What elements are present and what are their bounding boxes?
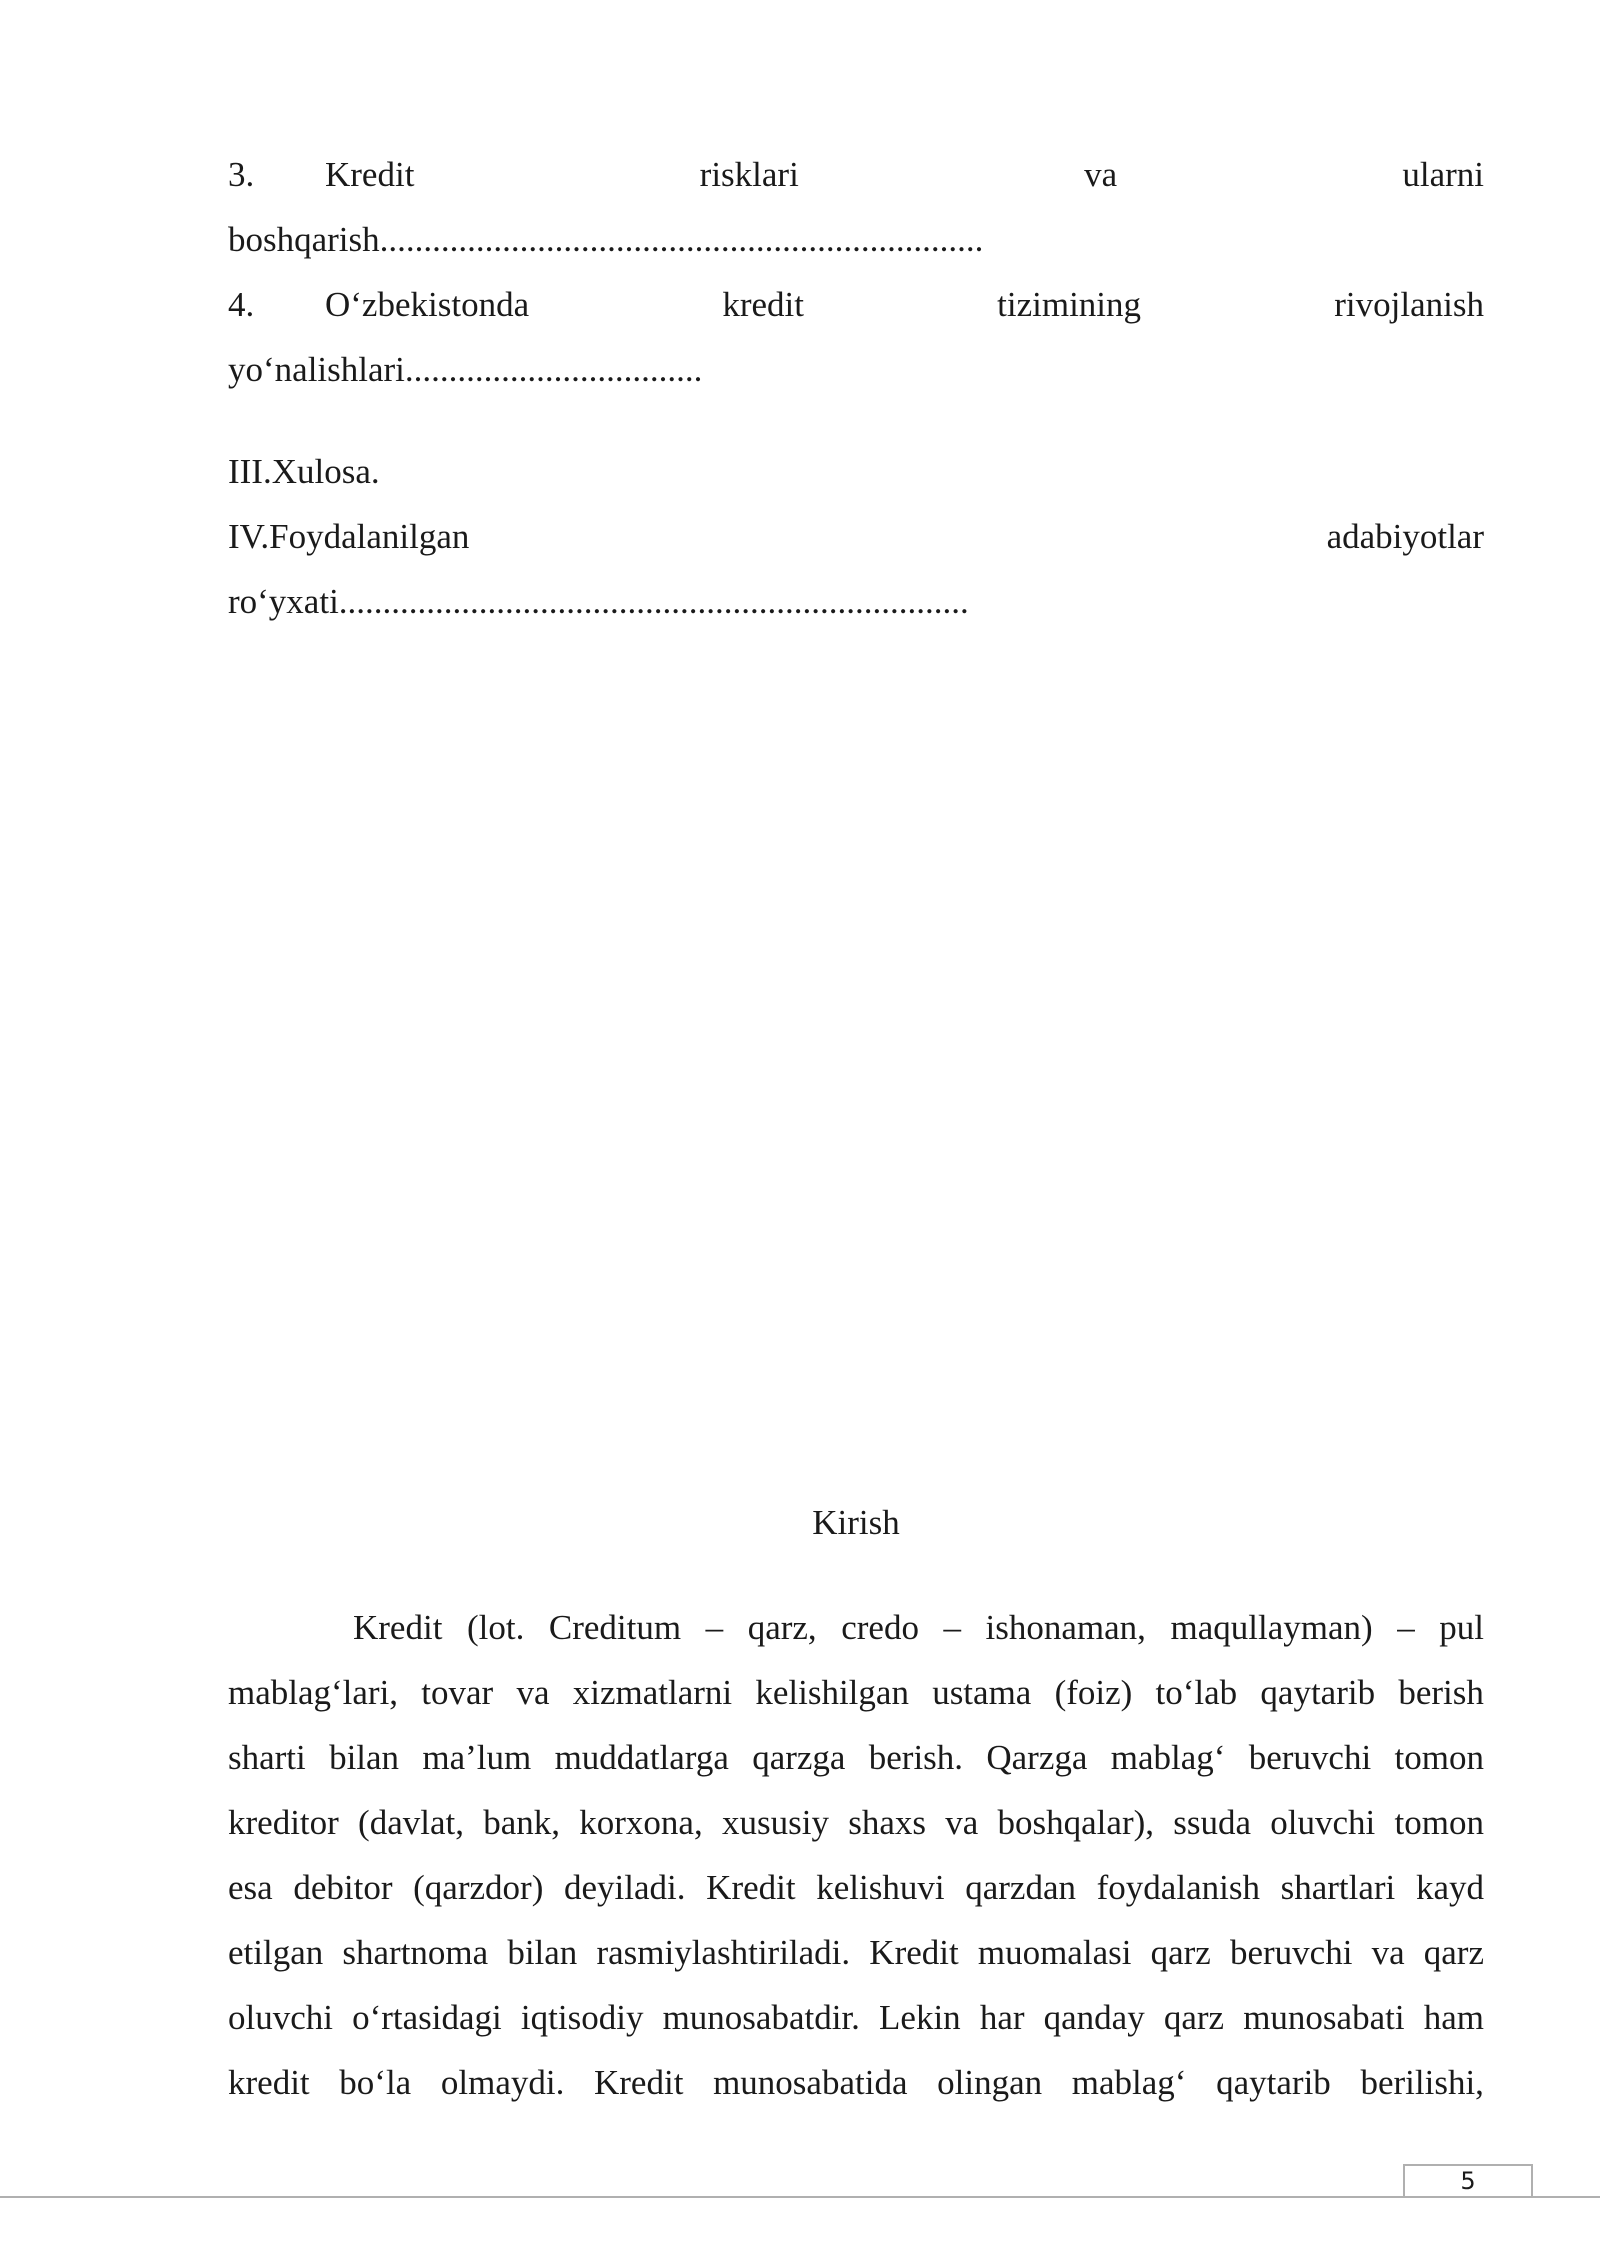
body-word: o‘rtasidagi <box>352 1998 502 2037</box>
body-word: rasmiylashtiriladi. <box>596 1933 851 1972</box>
body-word: ishonaman, <box>985 1608 1146 1647</box>
body-word: olmaydi. <box>440 2063 565 2102</box>
body-word: munosabatida <box>713 2063 908 2102</box>
toc-word: va <box>1084 155 1118 194</box>
body-word: ssuda <box>1173 1803 1252 1842</box>
body-line <box>228 1868 1484 1908</box>
body-word: shartnoma <box>342 1933 489 1972</box>
body-line <box>353 1608 1484 1648</box>
body-word: iqtisodiy <box>520 1998 644 2037</box>
body-line <box>228 2063 1484 2103</box>
body-word: mablag‘ <box>1071 2063 1187 2102</box>
toc-item-number: 3. <box>228 155 255 194</box>
body-word: (davlat, <box>358 1803 464 1842</box>
body-word: bo‘la <box>339 2063 412 2102</box>
toc-word: tizimining <box>997 285 1142 324</box>
body-word: – <box>705 1608 724 1647</box>
body-word: tomon <box>1394 1738 1484 1777</box>
toc-word: rivojlanish <box>1334 285 1484 324</box>
body-word: ma’lum <box>422 1738 532 1777</box>
body-word: muomalasi <box>977 1933 1132 1972</box>
toc-word: risklari <box>699 155 799 194</box>
toc-word: kredit <box>722 285 804 324</box>
body-word: qarz <box>1163 1998 1225 2037</box>
body-word: foydalanish <box>1096 1868 1260 1907</box>
body-word: qarz, <box>747 1608 817 1647</box>
body-word: kayd <box>1415 1868 1484 1907</box>
body-word: Qarzga <box>986 1738 1088 1777</box>
footer-rule <box>0 2196 1600 2198</box>
toc-item-number: 4. <box>228 285 255 324</box>
body-word: xizmatlarni <box>572 1673 733 1712</box>
body-word: Kredit <box>706 1868 796 1907</box>
body-word: va <box>945 1803 979 1842</box>
body-word: sharti <box>228 1738 306 1777</box>
body-word: Kredit <box>353 1608 443 1647</box>
body-word: bilan <box>329 1738 400 1777</box>
body-word: muddatlarga <box>554 1738 729 1777</box>
body-word: beruvchi <box>1229 1933 1353 1972</box>
body-word: – <box>943 1608 961 1647</box>
body-word: xususiy <box>721 1803 829 1842</box>
body-word: mablag‘ <box>1110 1738 1226 1777</box>
body-word: berish. <box>868 1738 964 1777</box>
body-word: qanday <box>1043 1998 1145 2037</box>
body-word: qarz <box>1150 1933 1211 1972</box>
body-word: bank, <box>483 1803 561 1842</box>
toc-word: IV.Foydalanilgan <box>228 517 470 556</box>
body-word: qarz <box>1423 1933 1484 1972</box>
toc-references-continuation: ro‘yxati........................................................................ <box>228 582 969 621</box>
toc-item-4 <box>228 285 1484 325</box>
body-word: munosabati <box>1243 1998 1405 2037</box>
toc-word: ularni <box>1402 155 1484 194</box>
body-line <box>228 1673 1484 1713</box>
body-word: deyiladi. <box>564 1868 686 1907</box>
body-word: Kredit <box>869 1933 959 1972</box>
body-line <box>228 1998 1484 2038</box>
body-word: mablag‘lari, <box>228 1673 399 1712</box>
body-word: boshqalar), <box>997 1803 1155 1842</box>
body-word: kelishilgan <box>755 1673 909 1712</box>
body-word: oluvchi <box>1270 1803 1376 1842</box>
body-word: Creditum <box>548 1608 682 1647</box>
body-word: etilgan <box>228 1933 324 1972</box>
body-word: har <box>979 1998 1025 2037</box>
body-word: ham <box>1423 1998 1484 2037</box>
body-word: beruvchi <box>1248 1738 1372 1777</box>
body-word: qarzdan <box>965 1868 1076 1907</box>
body-word: pul <box>1439 1608 1484 1647</box>
body-line <box>228 1738 1484 1778</box>
body-word: shaxs <box>848 1803 926 1842</box>
body-word: kredit <box>228 2063 310 2102</box>
body-word: berilishi, <box>1360 2063 1484 2102</box>
page-number: 5 <box>1460 2167 1476 2195</box>
body-word: munosabatdir. <box>662 1998 860 2037</box>
body-line <box>228 1803 1484 1843</box>
body-line <box>228 1933 1484 1973</box>
toc-word: Kredit <box>325 155 415 194</box>
body-word: credo <box>841 1608 919 1647</box>
body-word: kelishuvi <box>816 1868 945 1907</box>
toc-word: O‘zbekistonda <box>325 285 530 324</box>
body-word: korxona, <box>579 1803 703 1842</box>
body-word: ustama <box>932 1673 1032 1712</box>
body-word: (qarzdor) <box>413 1868 544 1907</box>
body-word: – <box>1397 1608 1415 1647</box>
body-word: Kredit <box>594 2063 684 2102</box>
toc-word: adabiyotlar <box>1326 517 1484 556</box>
toc-item-3 <box>228 155 1484 195</box>
body-word: berish <box>1398 1673 1484 1712</box>
body-word: qaytarib <box>1216 2063 1331 2102</box>
body-word: kreditor <box>228 1803 339 1842</box>
body-word: tovar <box>421 1673 494 1712</box>
toc-conclusion: III.Xulosa. <box>228 452 380 491</box>
body-word: tomon <box>1394 1803 1484 1842</box>
body-word: oluvchi <box>228 1998 333 2037</box>
toc-references <box>228 517 1484 557</box>
body-word: bilan <box>507 1933 578 1972</box>
toc-item-3-continuation: boshqarish..................................................................... <box>228 220 984 259</box>
section-title: Kirish <box>812 1503 900 1542</box>
body-word: qaytarib <box>1260 1673 1376 1712</box>
body-word: esa <box>228 1868 273 1907</box>
body-word: (lot. <box>466 1608 525 1647</box>
body-word: va <box>516 1673 550 1712</box>
body-word: va <box>1371 1933 1405 1972</box>
body-word: qarzga <box>752 1738 846 1777</box>
body-word: debitor <box>293 1868 393 1907</box>
body-word: (foiz) <box>1054 1673 1133 1712</box>
body-word: to‘lab <box>1155 1673 1238 1712</box>
body-word: Lekin <box>879 1998 961 2037</box>
body-word: shartlari <box>1280 1868 1396 1907</box>
body-word: maqullayman) <box>1170 1608 1373 1647</box>
toc-item-4-continuation: yo‘nalishlari.................................. <box>228 350 703 389</box>
body-word: olingan <box>937 2063 1043 2102</box>
